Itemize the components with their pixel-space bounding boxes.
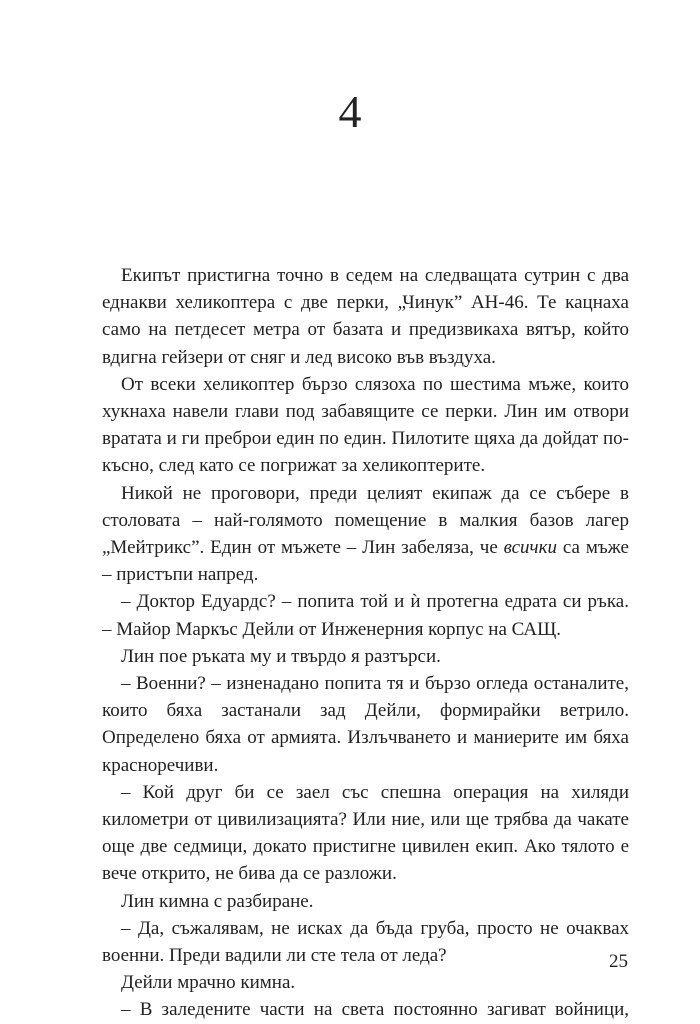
paragraph-2: От всеки хеликоптер бързо слязоха по шестима мъже, които хукнаха навели глави под забавящите се перки. Лин им отвори вратата и ги преброи един по един. Пилотите щяха да дойдат по-късно, след като се погрижат за хеликоптерите. bbox=[102, 373, 629, 477]
paragraph-3-emphasis: всички bbox=[503, 537, 557, 559]
paragraph-9: – Да, съжалявам, не исках да бъда груба, просто не очаквах военни. Преди вадили ли сте тела от леда? bbox=[102, 917, 629, 967]
paragraph-8: Лин кимна с разбиране. bbox=[121, 890, 314, 912]
body-text bbox=[102, 262, 629, 1024]
paragraph-4: – Доктор Едуардс? – попита той и ѝ протегна едрата си ръка. – Майор Маркъс Дейли от Инженерния корпус на САЩ. bbox=[102, 591, 629, 640]
paragraph-1: Екипът пристигна точно в седем на следващата сутрин с два еднакви хеликоптера с две перки, „Чинук” АН-46. Те кацнаха само на петдесет метра от базата и предизвикаха вятър, който вдигна гейзери от сняг и лед високо във въздуха. bbox=[102, 265, 629, 368]
paragraph-3 bbox=[102, 480, 629, 589]
page-number: 25 bbox=[609, 951, 628, 972]
paragraph-10: Дейли мрачно кимна. bbox=[121, 972, 296, 994]
paragraph-5: Лин пое ръката му и твърдо я разтърси. bbox=[121, 645, 441, 667]
paragraph-7: – Кой друг би се заел със спешна операция на хиляди километри от цивилизацията? Или ние, или ще трябва да чакате още две седмици, докато пристигне цивилен екип. Ако тялото е вече открито, не бива да се разложи. bbox=[102, 781, 629, 885]
paragraph-11: – В заледените части на света постоянно загиват войници, bbox=[121, 999, 629, 1021]
paragraph-3-before: Никой не проговори, преди целият екипаж да се събере в столовата – най-голямото помещение в малкия базов лагер „Мейтрикс”. Един от мъжете – Лин забеляза, че bbox=[102, 482, 629, 559]
paragraph-3-after: са мъже – пристъпи напред. bbox=[102, 537, 629, 586]
chapter-number: 4 bbox=[338, 86, 362, 137]
paragraph-6: – Военни? – изненадано попита тя и бързо огледа останалите, които бяха застанали зад Дейли, формирайки ветрило. Определено бяха от армията. Излъчването и маниерите им бяха красноречиви. bbox=[102, 673, 629, 776]
